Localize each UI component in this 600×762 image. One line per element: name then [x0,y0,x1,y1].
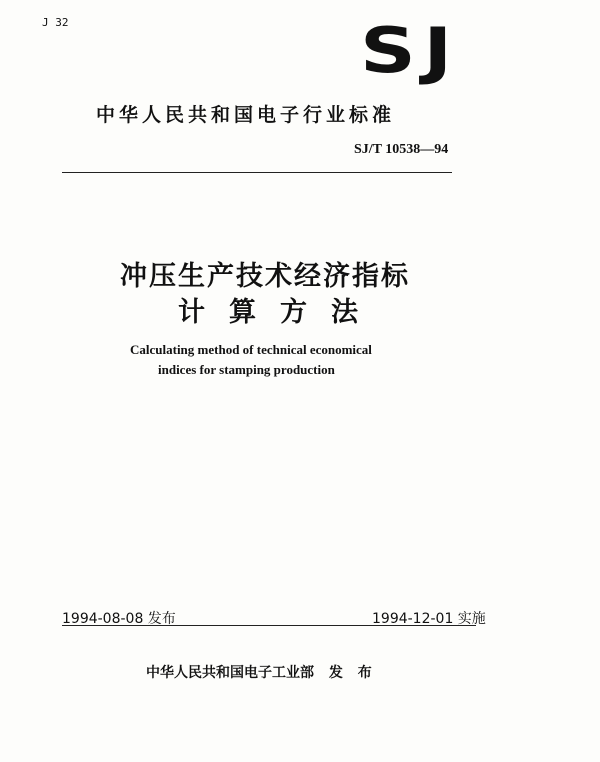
implementation-date: 1994-12-01 实施 [372,611,486,627]
sj-logo: SJ [360,14,460,87]
standard-number: SJ/T 10538—94 [354,142,449,157]
issue-date: 1994-08-08 发布 [62,611,176,627]
title-en-line1: Calculating method of technical economical [130,342,372,357]
classification-code: J 32 [42,16,69,29]
title-zh-line1: 冲压生产技术经济指标 [120,261,410,292]
title-en-line2: indices for stamping production [158,362,335,377]
standard-category: 中华人民共和国电子行业标准 [96,104,396,126]
footer-divider [62,625,476,626]
title-zh-line2: 计算方法 [178,297,382,328]
header-divider [62,172,452,173]
publisher: 中华人民共和国电子工业部 发 布 [146,665,372,681]
